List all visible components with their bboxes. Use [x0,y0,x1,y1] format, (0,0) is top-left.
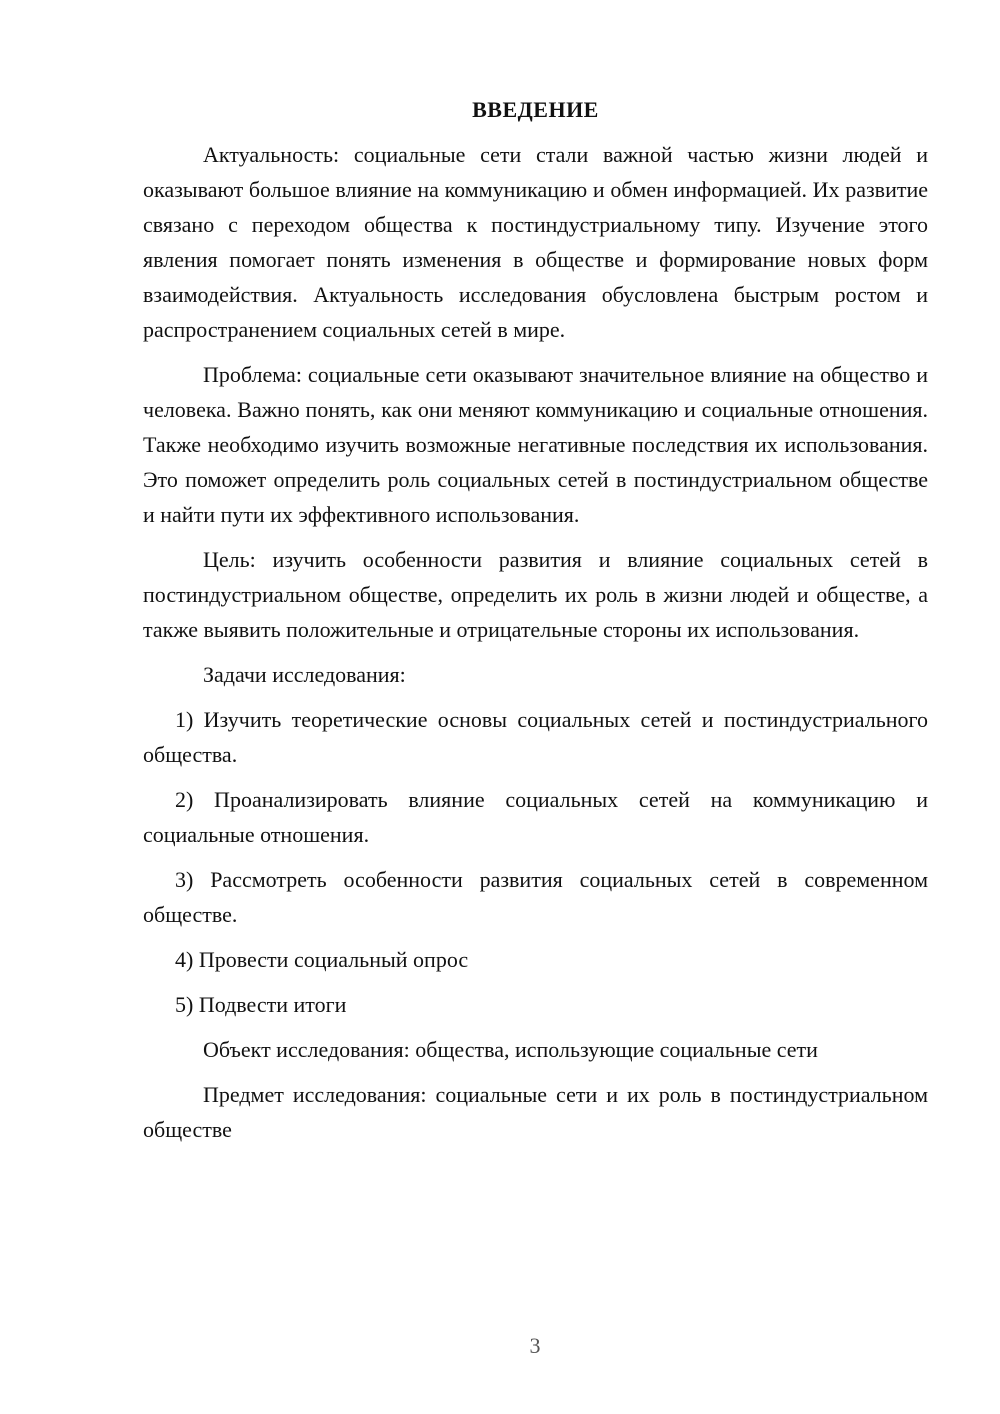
task-item-3: 3) Рассмотреть особенности развития социальных сетей в современном обществе. [143,867,928,927]
task-item-1: 1) Изучить теоретические основы социальных сетей и постиндустриального общества. [143,707,928,767]
section-title: ВВЕДЕНИЕ [472,97,599,122]
object-paragraph: Объект исследования: общества, использующие социальные сети [203,1037,818,1062]
relevance-paragraph: Актуальность: социальные сети стали важной частью жизни людей и оказывают большое влияние на коммуникацию и обмен информацией. Их развитие связано с переходом общества к постиндустриальному типу. Изучение этого явления помогает понять изменения в обществе и формирование новых форм взаимодействия. Актуальность исследования обусловлена быстрым ростом и распространением социальных сетей в мире. [143,142,928,342]
task-item-4: 4) Провести социальный опрос [175,947,469,972]
document-page [143,92,928,1157]
subject-paragraph: Предмет исследования: социальные сети и их роль в постиндустриальном обществе [143,1082,928,1142]
page-number: 3 [529,1333,541,1358]
goal-paragraph: Цель: изучить особенности развития и влияние социальных сетей в постиндустриальном обществе, определить их роль в жизни людей и обществе, а также выявить положительные и отрицательные стороны их использования. [143,547,928,642]
tasks-heading: Задачи исследования: [203,662,406,687]
task-item-2: 2) Проанализировать влияние социальных сетей на коммуникацию и социальные отношения. [143,787,928,847]
task-item-5: 5) Подвести итоги [175,992,347,1017]
problem-paragraph: Проблема: социальные сети оказывают значительное влияние на общество и человека. Важно понять, как они меняют коммуникацию и социальные отношения. Также необходимо изучить возможные негативные последствия их использования. Это поможет определить роль социальных сетей в постиндустриальном обществе и найти пути их эффективного использования. [143,362,928,527]
